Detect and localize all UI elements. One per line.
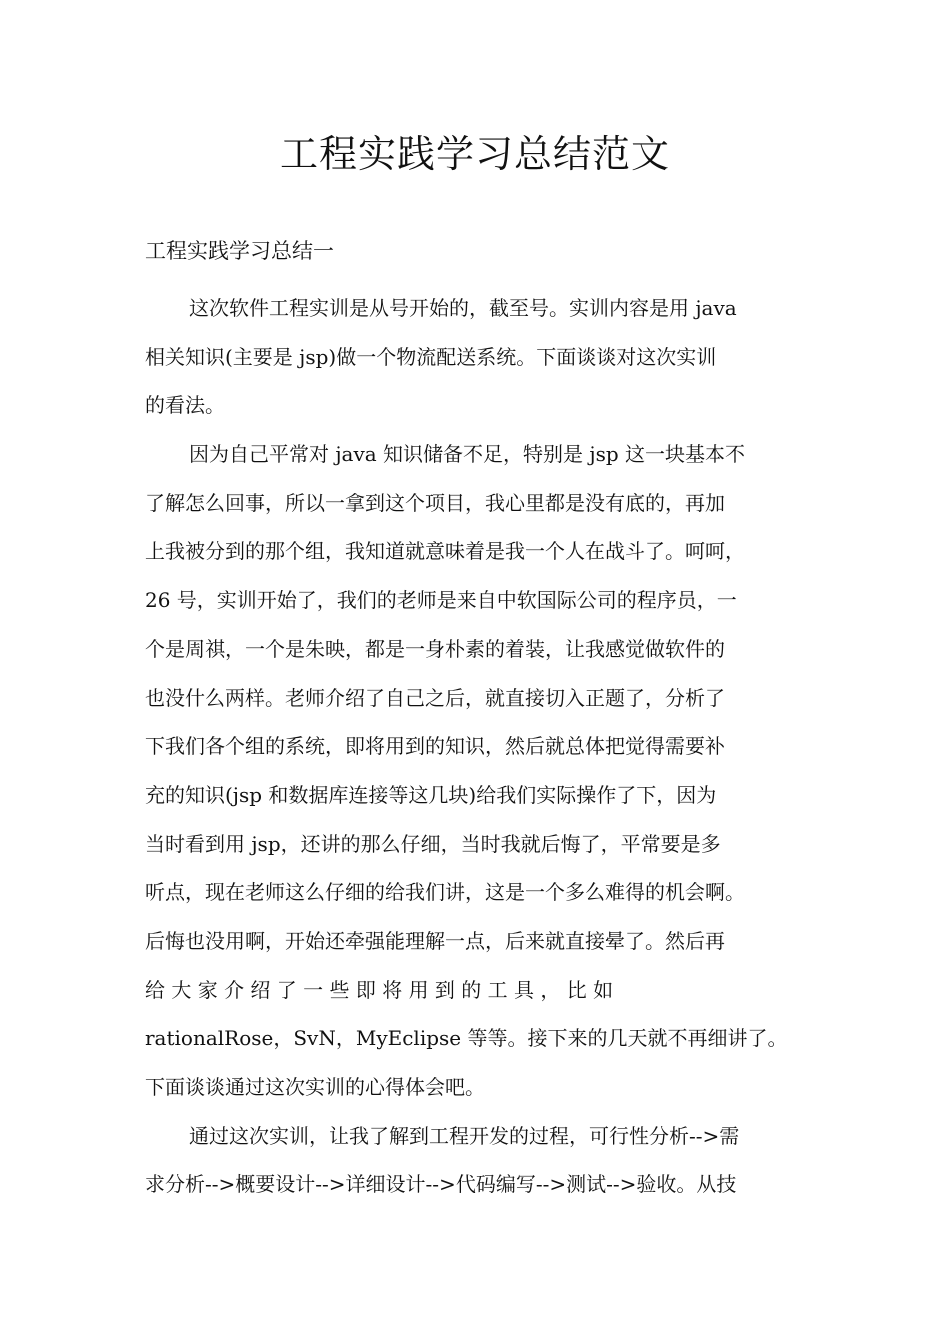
text-line: 下我们各个组的系统，即将用到的知识，然后就总体把觉得需要补 — [145, 734, 725, 759]
text-line: 听点，现在老师这么仔细的给我们讲，这是一个多么难得的机会啊。 — [145, 880, 745, 905]
text-line: 的看法。 — [145, 393, 225, 418]
text-line: 下面谈谈通过这次实训的心得体会吧。 — [145, 1075, 485, 1099]
text-line: 26 号，实训开始了，我们的老师是来自中软国际公司的程序员，一 — [145, 588, 737, 613]
text-line: rationalRose，SvN，MyEclipse 等等。接下来的几天就不再细讲了。 — [145, 1026, 788, 1051]
text-line: 给 大 家 介 绍 了 一 些 即 将 用 到 的 工 具 ， 比 如 — [145, 977, 614, 1002]
text-line: 个是周祺，一个是朱映，都是一身朴素的着装，让我感觉做软件的 — [145, 636, 725, 661]
document-title: 工程实践学习总结范文 — [279, 132, 670, 176]
text-line: 因为自己平常对 java 知识储备不足，特别是 jsp 这一块基本不 — [189, 442, 746, 467]
section-heading: 工程实践学习总结一 — [145, 239, 334, 263]
text-line: 后悔也没用啊，开始还牵强能理解一点，后来就直接晕了。然后再 — [145, 928, 725, 953]
text-line: 充的知识(jsp 和数据库连接等这几块)给我们实际操作了下，因为 — [145, 782, 717, 807]
text-line: 通过这次实训，让我了解到工程开发的过程，可行性分析-->需 — [189, 1123, 740, 1148]
paragraph-2 — [145, 430, 810, 1112]
text-line: 上我被分到的那个组，我知道就意味着是我一个人在战斗了。呵呵， — [145, 539, 745, 564]
text-line: 相关知识(主要是 jsp)做一个物流配送系统。下面谈谈对这次实训 — [145, 344, 717, 369]
paragraph-3 — [145, 1112, 810, 1209]
text-line: 这次软件工程实训是从号开始的，截至号。实训内容是用 java — [189, 296, 737, 320]
document-body — [145, 284, 810, 1209]
text-line: 求分析-->概要设计-->详细设计-->代码编写-->测试-->验收。从技 — [145, 1172, 737, 1197]
text-line: 了解怎么回事，所以一拿到这个项目，我心里都是没有底的，再加 — [145, 490, 725, 515]
text-line: 也没什么两样。老师介绍了自己之后，就直接切入正题了，分析了 — [145, 685, 725, 710]
text-line: 当时看到用 jsp，还讲的那么仔细，当时我就后悔了，平常要是多 — [145, 831, 721, 856]
paragraph-1 — [145, 284, 810, 430]
